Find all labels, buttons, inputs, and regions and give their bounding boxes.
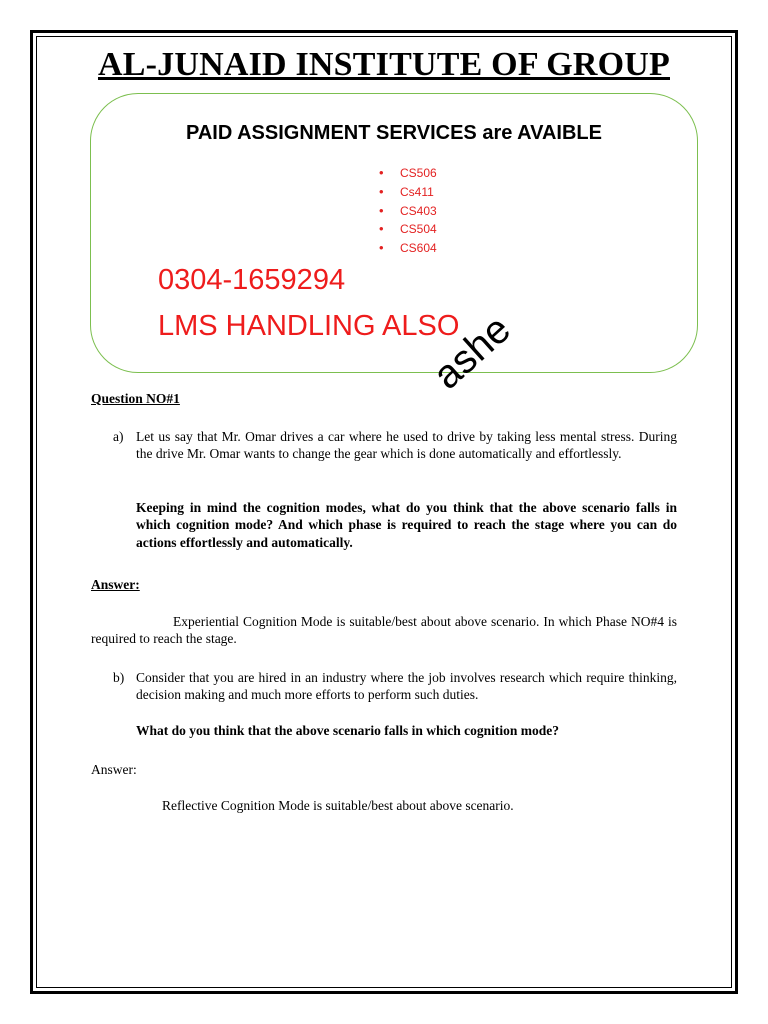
course-list xyxy=(379,164,437,258)
part-a-question: Keeping in mind the cognition modes, what do you think that the above scenario falls in which cognition mode? And which phase is required to reach the stage where you can do actions effortlessly and automatically. xyxy=(136,500,677,550)
bullet-icon: • xyxy=(379,202,384,218)
list-item xyxy=(379,164,437,183)
part-b-question: What do you think that the above scenario falls in which cognition mode? xyxy=(136,723,560,738)
course-code: Cs411 xyxy=(400,184,434,199)
part-b-text: Consider that you are hired in an industry where the job involves research which require thinking, decision making and much more efforts to perform such duties. xyxy=(136,670,677,703)
part-a-answer: Experiential Cognition Mode is suitable/best about above scenario. In which Phase NO#4 is required to reach the stage. xyxy=(91,614,677,647)
list-item xyxy=(379,183,437,202)
bullet-icon: • xyxy=(379,240,384,256)
course-code: CS506 xyxy=(400,166,437,180)
promo-box xyxy=(90,93,698,373)
course-code: CS504 xyxy=(400,222,437,237)
list-item xyxy=(379,202,437,221)
contact-phone: 0304-1659294 xyxy=(158,264,346,296)
part-a-text: Let us say that Mr. Omar drives a car where he used to drive by taking less mental stress. During the drive Mr. Omar wants to change the gear which is done automatically and effortlessly. xyxy=(136,429,677,462)
document-title: AL-JUNAID INSTITUTE OF GROUP xyxy=(97,46,670,83)
answer-heading-a: Answer: xyxy=(91,577,140,592)
list-marker-b: b) xyxy=(113,670,125,685)
course-code: CS403 xyxy=(400,203,437,218)
bullet-icon: • xyxy=(379,165,384,180)
bullet-icon: • xyxy=(379,183,384,199)
lms-notice: LMS HANDLING ALSO xyxy=(158,310,460,342)
promo-heading: PAID ASSIGNMENT SERVICES are AVAIBLE xyxy=(185,122,602,144)
list-item xyxy=(379,239,437,258)
part-b-answer: Reflective Cognition Mode is suitable/best about above scenario. xyxy=(162,798,514,813)
question-heading: Question NO#1 xyxy=(91,391,180,406)
watermark: ashe xyxy=(425,306,519,398)
list-marker-a: a) xyxy=(113,429,124,444)
bullet-icon: • xyxy=(379,221,384,237)
list-item xyxy=(379,220,437,239)
course-code: CS604 xyxy=(400,241,437,256)
answer-heading-b: Answer: xyxy=(91,762,137,777)
